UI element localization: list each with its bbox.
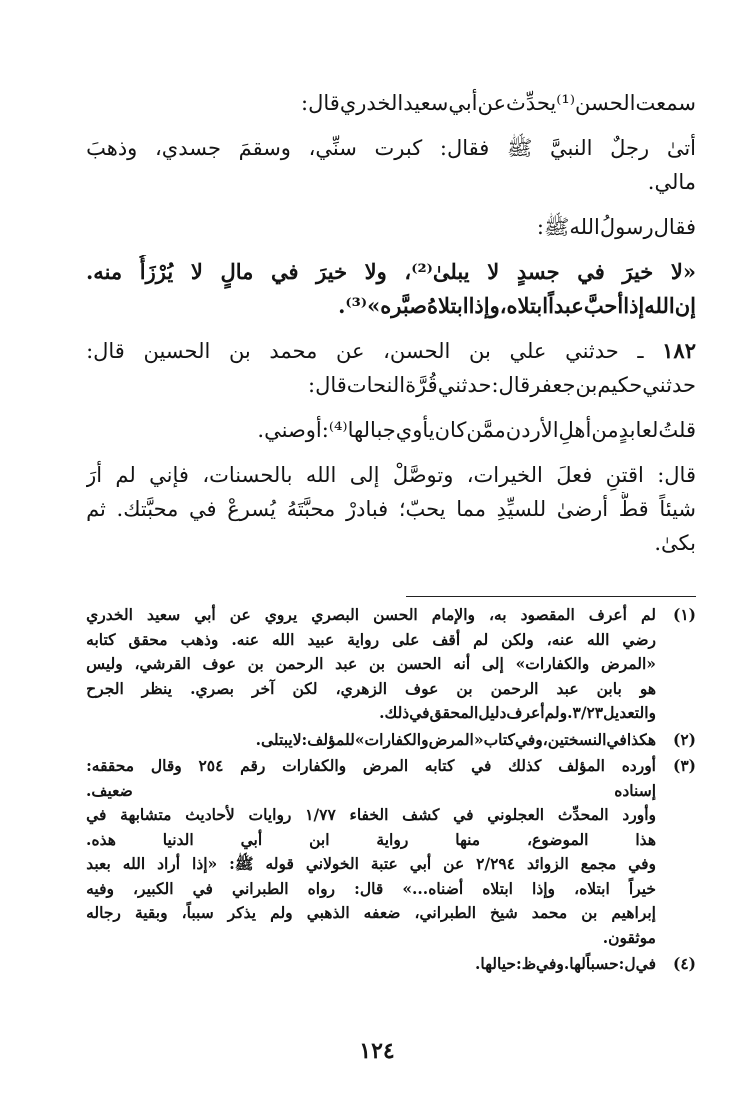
text-line	[86, 210, 696, 244]
word: فعلَ	[556, 463, 593, 487]
footnote	[86, 952, 696, 977]
word: عن	[335, 339, 365, 363]
word: يذكر	[227, 903, 257, 922]
word: لا	[190, 259, 203, 284]
word: رواه	[307, 878, 336, 898]
word: «إذا	[192, 854, 218, 873]
word: الحسن	[396, 654, 442, 673]
word: عنه.	[231, 629, 259, 649]
word: بن	[247, 654, 264, 673]
text-line	[86, 652, 656, 677]
word: سبباً،	[181, 903, 214, 922]
word: فقال:	[439, 136, 490, 160]
word: حدثني	[437, 373, 492, 397]
footnote-divider	[406, 596, 696, 597]
word: هكذا	[626, 729, 656, 749]
word: روايات	[248, 805, 292, 824]
word: وبقية	[134, 903, 168, 922]
word: النسختين،	[542, 729, 607, 749]
text-line	[86, 628, 656, 653]
word: بابن	[596, 678, 622, 698]
paragraph	[86, 131, 696, 199]
word: الخفاء	[349, 805, 389, 824]
word: حيالها.	[475, 954, 516, 973]
word: منها	[455, 829, 481, 849]
word: سمعت	[635, 91, 696, 115]
footnote-text	[86, 952, 656, 977]
word: ضعيف.	[86, 780, 133, 800]
word: بن	[469, 339, 491, 363]
word: ابتلاه،	[574, 878, 610, 898]
word: أبي	[448, 91, 478, 115]
word: كتابه	[424, 756, 455, 775]
footnote-text	[86, 754, 656, 950]
word: مالي.	[647, 170, 696, 194]
word: الله	[305, 463, 337, 487]
word: قال:	[308, 373, 347, 397]
word: هذا	[635, 829, 656, 849]
word: ٢/٢٩٤	[476, 854, 516, 873]
footnote-text	[86, 728, 656, 753]
word: محققه:	[86, 756, 135, 775]
word: أتىٰ	[666, 136, 696, 160]
word: الحسن⁽¹⁾	[556, 91, 636, 115]
word: ظ:	[515, 954, 537, 973]
word: النبيَّ	[550, 136, 593, 160]
text-line	[86, 926, 656, 951]
word: محقق	[128, 629, 168, 649]
paragraph	[86, 458, 696, 560]
footnote	[86, 603, 696, 726]
word: وفيه	[86, 878, 114, 898]
word: النحات	[346, 373, 406, 397]
word: للسيِّدِ	[496, 497, 547, 521]
text-line	[86, 728, 656, 753]
footnote-marker: (٣)	[672, 756, 696, 775]
word: ابتلاه،	[499, 293, 549, 318]
text-line	[86, 526, 696, 560]
word: وفي	[536, 954, 564, 973]
word: ٢٥٤	[198, 756, 224, 775]
word: في	[192, 878, 213, 898]
word: للمؤلف:	[301, 729, 355, 749]
footnote-marker: (٢)	[672, 729, 696, 749]
word: ابتلاهُ	[427, 293, 469, 318]
word: الجرح	[86, 678, 124, 698]
word: وأورد	[622, 805, 656, 824]
word: دليل	[478, 703, 507, 722]
word: كتابه	[86, 629, 116, 649]
word: عن	[443, 854, 465, 873]
word: هو	[639, 678, 656, 698]
word: الذهبي	[306, 903, 350, 922]
isnad-paragraph	[86, 334, 696, 402]
word: فبادرْ	[345, 497, 389, 521]
word: شيئاً	[659, 497, 696, 521]
main-text	[86, 86, 696, 560]
word: الحسين	[143, 339, 211, 363]
word: الله	[644, 293, 675, 318]
word: وليس	[86, 654, 123, 673]
word: قلتُ	[658, 418, 696, 442]
word: أعرف	[588, 605, 627, 624]
word: أنه	[453, 654, 471, 673]
word: القرشي،	[134, 654, 191, 673]
word: الخدري	[86, 605, 133, 624]
word: الرحمن	[490, 678, 539, 698]
word: هذه.	[86, 829, 116, 849]
word: ولم	[544, 703, 568, 722]
word: محبَّتك.	[116, 497, 179, 521]
word: يبلىٰ⁽²⁾،	[404, 259, 470, 284]
text-line	[86, 165, 696, 199]
word: ٣/٢٣.	[567, 703, 604, 722]
word: وفي	[514, 729, 543, 749]
word: قال:	[86, 339, 125, 363]
word: عوف	[405, 678, 439, 698]
word: لكن	[292, 678, 318, 698]
text-line	[86, 901, 656, 926]
word: رضي	[622, 629, 656, 649]
word: المحدِّث	[557, 805, 609, 824]
word: ثم	[86, 497, 106, 521]
word: جسدي،	[154, 136, 221, 160]
word: الزهري،	[335, 678, 388, 698]
word: أراد	[157, 854, 181, 873]
word: سعيد	[403, 91, 449, 115]
word: بن	[368, 654, 386, 673]
text-line	[86, 413, 696, 447]
word: الله	[271, 629, 295, 649]
word: وإذا	[532, 878, 556, 898]
word: حدثني	[565, 339, 619, 363]
word: سعيد	[146, 605, 181, 624]
word: شيخ	[490, 903, 518, 922]
word: المقصود	[520, 605, 575, 624]
word: بن	[456, 678, 473, 698]
word: سنِّي،	[308, 136, 357, 160]
word: عتبة	[370, 854, 398, 873]
word: قال:	[491, 373, 531, 397]
word: في	[471, 756, 492, 775]
word: فإني	[149, 463, 189, 487]
word: منه.	[86, 259, 123, 284]
word: الطبراني	[232, 878, 289, 898]
word: كتاب	[483, 729, 515, 749]
word: يُرْزَأُ	[139, 259, 174, 284]
word: والتعديل	[603, 703, 656, 722]
word: وتوصَّلْ	[392, 463, 454, 487]
word: خيراً	[628, 878, 656, 898]
word: أبي	[194, 605, 216, 624]
word: ١/٧٧	[305, 805, 336, 824]
word: رجاله	[86, 903, 121, 922]
word: أرَ	[86, 463, 103, 487]
word: ١٨٢	[662, 338, 696, 363]
word: محبَّتَهُ	[286, 497, 336, 521]
word: على	[392, 629, 420, 649]
word: لم	[115, 463, 136, 487]
word: «لا	[670, 259, 696, 284]
text-line	[86, 779, 656, 804]
word: بن	[228, 339, 251, 363]
word: قال:	[657, 463, 696, 487]
word: يحدِّث	[506, 91, 557, 115]
word: كشف	[402, 805, 440, 824]
word: أورده	[621, 756, 656, 775]
word: البصري	[311, 605, 360, 624]
word: إلى	[349, 463, 380, 487]
word: موثقون.	[602, 927, 656, 947]
word: ابتلاه	[482, 878, 513, 898]
footnote-marker: (١)	[672, 605, 696, 624]
word: يروي	[264, 605, 298, 624]
word: عبد	[556, 678, 579, 698]
word: حكيم	[597, 373, 643, 397]
word: أضناه...»	[402, 878, 464, 898]
word: يحبّ؛	[398, 497, 446, 521]
word: الطبراني،	[414, 903, 477, 922]
word: به،	[488, 605, 507, 624]
word: والإمام	[431, 605, 475, 624]
paragraph	[86, 413, 696, 447]
word: محمد	[531, 903, 568, 922]
word: الموضوع،	[527, 829, 589, 849]
word: اقتنِ	[605, 463, 644, 487]
word: لم	[473, 629, 489, 649]
word: ذلك.	[379, 703, 410, 722]
text-line	[86, 677, 656, 702]
word: والكفارات»	[354, 729, 429, 749]
text-line	[86, 803, 656, 828]
word: وذهب	[180, 629, 219, 649]
word: لها.	[563, 954, 586, 973]
word: كبرت	[374, 136, 423, 160]
word: ينظر	[141, 678, 173, 698]
word: عن	[477, 91, 507, 115]
word: إذا	[623, 293, 645, 318]
hadith-quote	[86, 255, 696, 323]
word: الرحمن	[275, 654, 324, 673]
word: قال:	[301, 91, 340, 115]
word: ﷺ:	[536, 215, 570, 239]
word: الدنيا	[162, 829, 194, 849]
word: والكفارات	[282, 756, 347, 775]
word: الكبير،	[133, 878, 174, 898]
word: في	[409, 703, 430, 722]
text-line	[86, 368, 696, 402]
word: مما	[456, 497, 487, 521]
word: حسباً	[585, 954, 619, 973]
word: في	[606, 729, 627, 749]
word: بن	[575, 373, 598, 397]
word: «المرض	[601, 654, 656, 673]
word: في	[189, 497, 217, 521]
word: كان	[434, 418, 467, 442]
word: رواية	[376, 829, 409, 849]
word: عن	[229, 605, 251, 624]
word: محمد	[269, 339, 318, 363]
word: عوف	[202, 654, 236, 673]
word: الخدري	[339, 91, 404, 115]
word: الحسن،	[383, 339, 451, 363]
word: أعرف	[506, 703, 545, 722]
word: المرض	[362, 756, 409, 775]
paragraph	[86, 210, 696, 244]
word: ممَّن	[466, 418, 506, 442]
word: الحسن	[373, 605, 418, 624]
word: يُسرعْ	[227, 497, 276, 521]
word: وإذا	[468, 293, 500, 318]
paragraph	[86, 86, 696, 120]
word: الأردن	[505, 418, 559, 442]
word: من	[591, 418, 619, 442]
footnote-marker: (٤)	[672, 954, 696, 973]
word: أحبَّ	[583, 293, 624, 318]
text-line	[86, 828, 656, 853]
text-line	[86, 492, 696, 526]
word: ﷺ:	[229, 854, 254, 873]
word: خيرَ	[622, 259, 654, 284]
word: ﷺ	[506, 136, 533, 160]
word: إن	[674, 293, 696, 318]
word: خيرَ	[316, 259, 348, 284]
word: أبي	[240, 829, 263, 849]
word: في	[270, 259, 299, 284]
word: بكىٰ.	[654, 531, 696, 555]
word: عبداً	[548, 293, 584, 318]
word: العجلوني	[487, 805, 545, 824]
word: وذهبَ	[86, 136, 138, 160]
word: وفي	[628, 854, 656, 873]
word: أهلِ	[558, 418, 592, 442]
word: أرضىٰ	[556, 497, 609, 521]
word: في	[86, 805, 107, 824]
word: آخر	[251, 678, 275, 698]
word: بالحسنات،	[202, 463, 293, 487]
word: إسناده	[614, 780, 656, 800]
page-number: ١٢٤	[359, 1038, 395, 1064]
word: لعابدٍ	[618, 418, 659, 442]
word: المؤلف	[558, 756, 605, 775]
text-line	[86, 334, 696, 368]
word: قوله	[265, 854, 294, 873]
word: ضعفه	[363, 903, 401, 922]
word: قطُّ	[618, 497, 649, 521]
text-line	[86, 255, 696, 289]
word: ـ	[637, 339, 644, 363]
word: في	[577, 259, 605, 284]
word: الله	[586, 629, 610, 649]
word: والكفارات»	[515, 654, 590, 673]
word: متشابهة	[120, 805, 172, 824]
word: بن	[581, 903, 598, 922]
text-line	[86, 952, 656, 977]
word: لأحاديث	[185, 805, 235, 824]
footnotes	[86, 603, 696, 977]
word: ابن	[309, 829, 330, 849]
footnote	[86, 728, 696, 753]
word: مالٍ	[220, 259, 254, 284]
word: أوصني.	[257, 418, 322, 442]
text-line	[86, 289, 696, 323]
word: الله	[122, 854, 146, 873]
word: إلى	[481, 654, 504, 673]
text-line	[86, 86, 696, 120]
word: إبراهيم	[611, 903, 656, 922]
word: قُرَّة	[405, 373, 438, 397]
word: المحقق	[429, 703, 479, 722]
text-line	[86, 131, 696, 165]
word: الخيرات،	[466, 463, 543, 487]
word: كذلك	[508, 756, 542, 775]
word: فقال	[653, 215, 696, 239]
word: حدثني	[642, 373, 696, 397]
word: رجلٌ	[610, 136, 650, 160]
word: أقف	[432, 629, 461, 649]
word: جبالها⁽⁴⁾:	[321, 418, 396, 442]
word: بعبد	[86, 854, 111, 873]
word: ولا	[364, 259, 387, 284]
word: جعفر	[530, 373, 576, 397]
text-line	[86, 701, 656, 726]
footnote	[86, 754, 696, 950]
word: وقال	[150, 756, 182, 775]
text-line	[86, 458, 696, 492]
word: ولكن	[501, 629, 534, 649]
footnote-text	[86, 603, 656, 726]
word: في	[635, 954, 656, 973]
text-line	[86, 754, 656, 779]
word: ل:	[618, 954, 636, 973]
word: عبيد	[307, 629, 335, 649]
word: رسولُ	[599, 215, 654, 239]
word: لا	[292, 729, 302, 749]
word: الزوائد	[527, 854, 569, 873]
word: عبد	[335, 654, 358, 673]
word: ولم	[270, 903, 293, 922]
word: لم	[640, 605, 656, 624]
word: عنه،	[546, 629, 574, 649]
text-line	[86, 603, 656, 628]
text-line	[86, 877, 656, 902]
word: رواية	[347, 629, 380, 649]
word: مجمع	[580, 854, 617, 873]
word: جسدٍ	[516, 259, 560, 284]
text-line	[86, 852, 656, 877]
word: الخولاني	[305, 854, 359, 873]
word: لا	[487, 259, 500, 284]
word: علي	[509, 339, 547, 363]
word: «المرض	[428, 729, 484, 749]
word: قال:	[354, 878, 384, 898]
word: الله	[569, 215, 600, 239]
word: في	[453, 805, 474, 824]
word: صبَّره»⁽³⁾.	[338, 293, 428, 318]
word: أبي	[409, 854, 432, 873]
word: وسقمَ	[238, 136, 291, 160]
word: يأوي	[395, 418, 435, 442]
word: رقم	[240, 756, 266, 775]
word: بصري.	[190, 678, 234, 698]
word: يبتلى.	[255, 729, 293, 749]
